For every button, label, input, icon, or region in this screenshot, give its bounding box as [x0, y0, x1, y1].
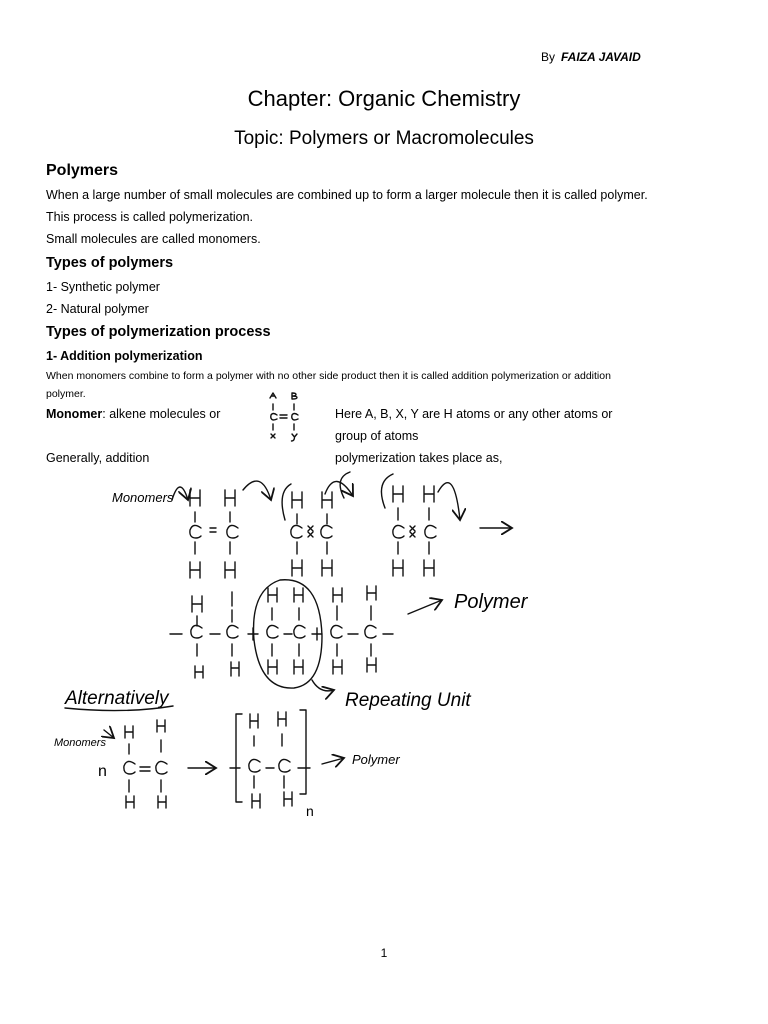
generally-left: Generally, addition [46, 451, 150, 465]
polymerization-diagram [40, 468, 600, 828]
label-polymer-bottom: Polymer [352, 752, 400, 767]
label-polymer-right: Polymer [454, 591, 528, 613]
monomer-arrows [172, 472, 512, 528]
byline-prefix: By [541, 50, 556, 64]
page-number: 1 [380, 946, 388, 960]
polymers-line-3: Small molecules are called monomers. [46, 232, 261, 246]
label-monomers-bottom: Monomers [54, 737, 106, 749]
polymers-heading: Polymers [46, 162, 119, 179]
subscript-n: n [306, 803, 314, 819]
monomer-structures [190, 486, 436, 578]
label-alternatively: Alternatively [65, 688, 169, 709]
monomer-text: : alkene molecules or [102, 407, 221, 421]
process-heading: Types of polymerization process [46, 324, 271, 340]
here-line-1: Here A, B, X, Y are H atoms or any other atoms or [335, 407, 613, 421]
byline [541, 50, 641, 64]
types-item-2: 2- Natural polymer [46, 302, 149, 316]
label-repeating-unit: Repeating Unit [345, 690, 471, 711]
polymers-line-2: This process is called polymerization. [46, 210, 254, 224]
here-line-2: group of atoms [335, 429, 419, 443]
coefficient-n: n [98, 763, 107, 780]
generic-alkene-structure [258, 392, 318, 452]
generally-right: polymerization takes place as, [335, 451, 503, 465]
monomer-label: Monomer [46, 407, 103, 421]
chapter-title: Chapter: Organic Chemistry [247, 86, 521, 111]
label-monomers-top: Monomers [112, 490, 174, 505]
types-heading: Types of polymers [46, 255, 174, 271]
addition-subheading: 1- Addition polymerization [46, 349, 203, 363]
monomer-line [46, 407, 220, 421]
addition-desc-2: polymer. [46, 388, 86, 400]
author-name: FAIZA JAVAID [561, 50, 641, 64]
polymers-line-1: When a large number of small molecules are combined up to form a larger molecule then it is called polymer. [46, 188, 648, 202]
topic-title: Topic: Polymers or Macromolecules [234, 128, 534, 149]
alternative-equation [104, 710, 344, 808]
polymer-chain [170, 580, 442, 691]
types-item-1: 1- Synthetic polymer [46, 280, 160, 294]
addition-desc-1: When monomers combine to form a polymer with no other side product then it is called addition polymerization or addition [46, 370, 611, 382]
